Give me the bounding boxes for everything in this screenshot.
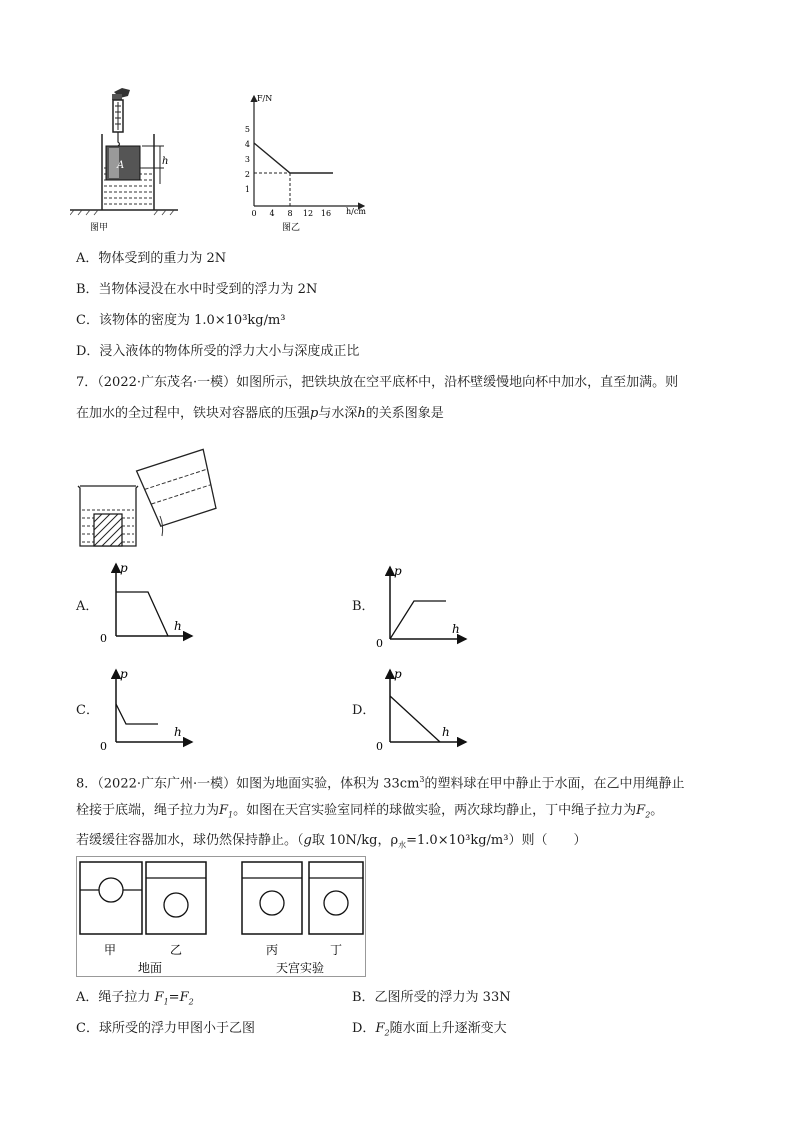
q6-option-d: D．浸入液体的物体所受的浮力大小与深度成正比 — [76, 344, 360, 359]
figure-jia-label: 图甲 — [90, 223, 109, 233]
q7-stem-line1: 7．（2022·广东茂名·一模）如图所示，把铁块放在空平底杯中，沿杯壁缓慢地向杯中加水，直至加满。则 — [76, 375, 679, 390]
x-tick-0: 0 — [251, 209, 257, 218]
label-space: 天宫实验 — [276, 961, 325, 975]
figure-yi-label: 图乙 — [282, 223, 301, 233]
y-tick-5: 5 — [244, 125, 250, 134]
label-jia: 甲 — [104, 943, 117, 957]
svg-text:p: p — [120, 667, 128, 681]
q7-stem-line2: 在加水的全过程中，铁块对容器底的压强p与水深h的关系图象是 — [76, 406, 444, 421]
y-tick-4: 4 — [244, 140, 250, 149]
svg-text:0: 0 — [100, 740, 107, 752]
q7-beaker-figure — [72, 438, 232, 550]
q7-option-a-label: A． — [76, 599, 99, 614]
svg-text:p: p — [394, 564, 402, 578]
q8-stem-line1: 8．（2022·广东广州·一模）如图为地面实验，体积为 $33cm^3$的塑料球在甲中静止于水面，在乙中用绳静止 — [76, 775, 685, 792]
q8-stem-line3: 若缓缓往容器加水，球仍然保持静止。（g取 10N/kg，$\rho_水=1.0\times 10^3kg/m^3$）则（ ） — [76, 833, 587, 850]
q6-option-c: C．该物体的密度为 1.0×10³kg/m³ — [76, 313, 286, 328]
q8-stem-line2: 栓接于底端，绳子拉力为$F_1$。如图在天宫实验室同样的球做实验，两次球均静止，丁中绳子拉力为$F_2$。 — [76, 803, 664, 820]
svg-text:h: h — [442, 725, 450, 739]
figure-jia-spring-scale — [70, 84, 180, 234]
q8-option-a: A．绳子拉力 $F_1=F_2$ — [76, 990, 194, 1007]
svg-text:p: p — [120, 561, 128, 575]
q7-graph-c — [96, 666, 196, 752]
x-axis-label: h/cm — [346, 207, 366, 216]
y-axis-label: F/N — [257, 94, 273, 103]
q8-option-b: B．乙图所受的浮力为 33N — [352, 990, 511, 1005]
svg-text:0: 0 — [376, 740, 383, 752]
x-tick-16: 16 — [320, 209, 332, 218]
q7-graph-b — [370, 563, 470, 649]
q8-option-d: D．$F_2$随水面上升逐渐变大 — [352, 1021, 507, 1038]
q8-container-figure — [76, 856, 366, 980]
q7-option-d-label: D． — [352, 703, 376, 718]
svg-text:p: p — [394, 667, 402, 681]
svg-text:0: 0 — [376, 637, 383, 649]
label-ding: 丁 — [330, 943, 343, 957]
q8-option-c: C．球所受的浮力甲图小于乙图 — [76, 1021, 255, 1036]
x-tick-4: 4 — [269, 209, 275, 218]
y-tick-1: 1 — [244, 185, 250, 194]
force-curve — [254, 143, 333, 173]
label-yi: 乙 — [170, 943, 183, 957]
q7-option-b-label: B． — [352, 599, 375, 614]
label-bing: 丙 — [266, 943, 279, 957]
y-tick-2: 2 — [244, 170, 250, 179]
depth-h-label: h — [162, 156, 169, 167]
q6-option-a: A．物体受到的重力为 2N — [76, 251, 227, 266]
svg-text:h: h — [174, 725, 182, 739]
y-tick-3: 3 — [244, 155, 250, 164]
x-tick-8: 8 — [287, 209, 293, 218]
figure-yi-fh-graph — [238, 90, 378, 236]
q7-graph-a — [96, 560, 196, 646]
label-ground: 地面 — [138, 961, 163, 975]
x-tick-12: 12 — [302, 209, 314, 218]
block-a-label: A — [117, 160, 125, 171]
svg-text:h: h — [174, 619, 182, 633]
svg-text:h: h — [452, 622, 460, 636]
q7-option-c-label: C． — [76, 703, 99, 718]
q6-option-b: B．当物体浸没在水中时受到的浮力为 2N — [76, 282, 318, 297]
q7-graph-d — [370, 666, 470, 752]
svg-text:0: 0 — [100, 632, 107, 645]
